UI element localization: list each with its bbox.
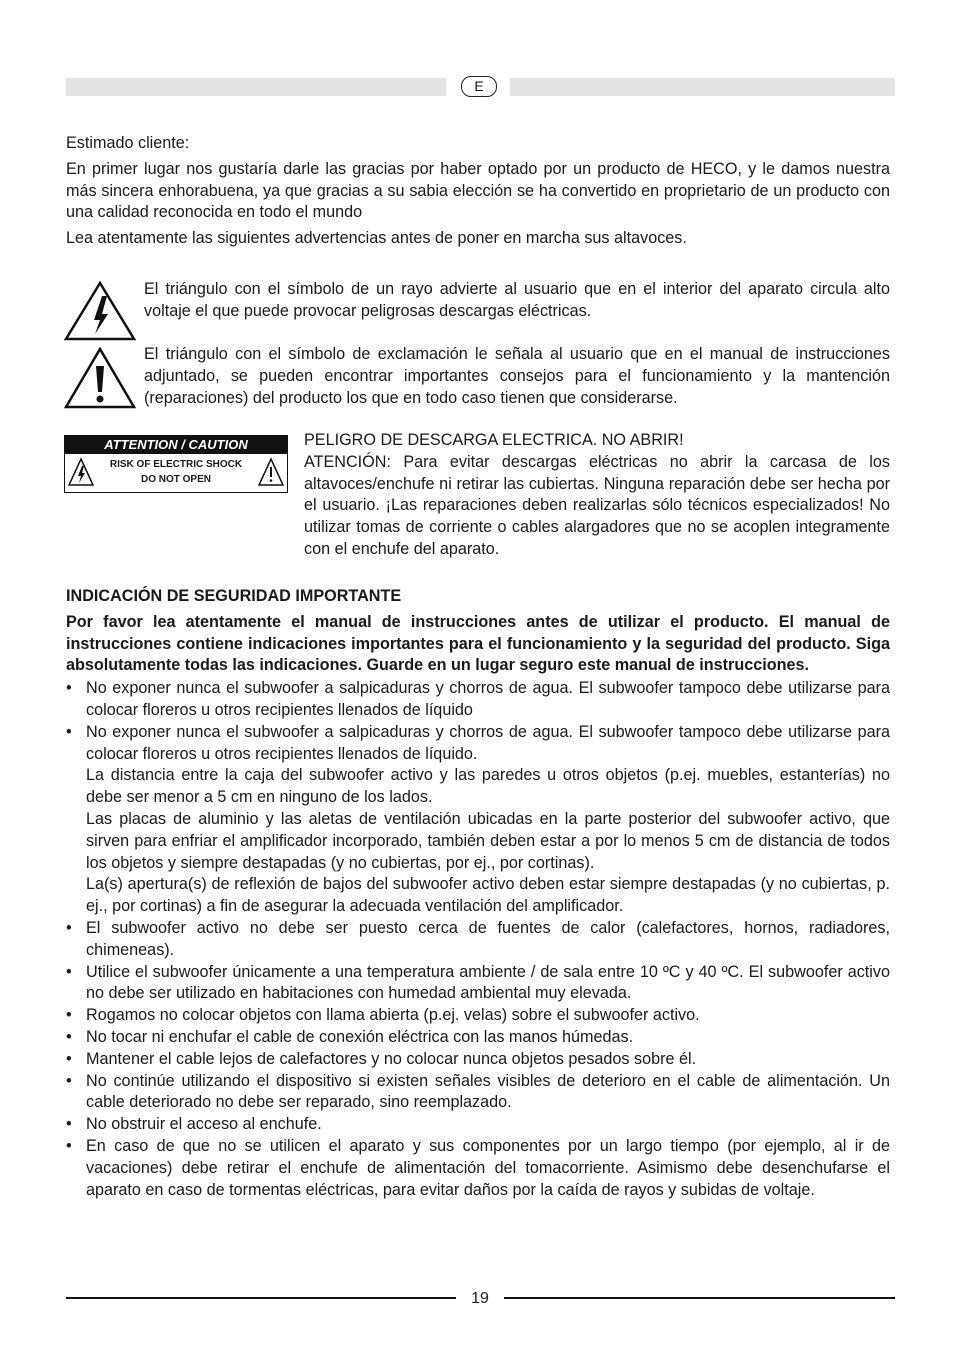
greeting: Estimado cliente: bbox=[66, 134, 190, 152]
header-bar-right bbox=[510, 78, 895, 96]
list-item: • El subwoofer activo no debe ser puesto cerca de fuentes de calor (calefactores, hornos, radiadores, chimeneas). bbox=[66, 918, 890, 962]
caution-label-title: ATTENTION / CAUTION bbox=[65, 436, 287, 454]
list-item: • No tocar ni enchufar el cable de conexión eléctrica con las manos húmedas. bbox=[66, 1027, 890, 1049]
exclamation-warning-text: El triángulo con el símbolo de exclamación le señala al usuario que en el manual de instrucciones adjuntado, se pueden encontrar importantes consejos para el funcionamiento y la mantención (reparaciones) del producto los que en todo caso tienen que considerarse. bbox=[144, 345, 890, 407]
list-item: • No continúe utilizando el dispositivo si existen señales visibles de deterioro en el cable de alimentación. Un cable deteriorado no debe ser reparado, sino reemplazado. bbox=[66, 1071, 890, 1115]
caution-heading: PELIGRO DE DESCARGA ELECTRICA. NO ABRIR! bbox=[304, 431, 684, 449]
safety-list bbox=[66, 678, 890, 1201]
safety-title: INDICACIÓN DE SEGURIDAD IMPORTANTE bbox=[66, 587, 402, 605]
lightning-triangle-icon bbox=[68, 457, 94, 487]
footer-rule-left bbox=[66, 1297, 456, 1299]
intro-paragraph: En primer lugar nos gustaría darle las gracias por haber optado por un producto de HECO, y le damos nuestra más sincera enhorabuena, ya que gracias a su sabia elección se ha convertido en proprietario de un producto con una calidad reconocida en todo el mundo bbox=[66, 159, 890, 222]
list-item: • Mantener el cable lejos de calefactores y no colocar nunca objetos pesados sobre él. bbox=[66, 1049, 890, 1071]
header-bar-left bbox=[66, 78, 446, 96]
caution-label-line2: DO NOT OPEN bbox=[140, 474, 211, 485]
lightning-triangle-icon bbox=[64, 280, 136, 342]
lightning-warning-text: El triángulo con el símbolo de un rayo advierte al usuario que en el interior del aparato circula alto voltaje el que puede provocar peligrosas descargas eléctricas. bbox=[144, 280, 890, 320]
list-item: • No obstruir el acceso al enchufe. bbox=[66, 1114, 890, 1136]
exclamation-triangle-icon bbox=[258, 457, 284, 487]
caution-label-line1: RISK OF ELECTRIC SHOCK bbox=[109, 459, 243, 470]
intro-section bbox=[66, 133, 890, 254]
list-item: • En caso de que no se utilicen el aparato y sus componentes por un largo tiempo (por ejemplo, al ir de vacaciones) debe retirar el enchufe de alimentación del tomacorriente. Asimismo debe desenchufarse el aparato en caso de tormentas eléctricas, para evitar daños por la caída de rayos y subidas de voltaje. bbox=[66, 1136, 890, 1201]
list-item: • Utilice el subwoofer únicamente a una temperatura ambiente / de sala entre 10 ºC y 40 ºC. El subwoofer activo no debe ser utilizado en habitaciones con humedad ambiental muy elevada. bbox=[66, 962, 890, 1006]
footer-rule-right bbox=[504, 1297, 895, 1299]
page-number: 19 bbox=[471, 1290, 489, 1307]
caution-body: ATENCIÓN: Para evitar descargas eléctricas no abrir la carcasa de los altavoces/enchufe ni retirar las cubiertas. Ninguna reparación debe ser hecha por el usuario. ¡Las reparaciones deben realizarlas sólo técnicos especializados! No utilizar tomas de corriente o cables alargadores que no se acoplen integramente con el enchufe del aparato. bbox=[304, 452, 890, 558]
list-item: • Rogamos no colocar objetos con llama abierta (p.ej. velas) sobre el subwoofer activo. bbox=[66, 1005, 890, 1027]
exclamation-triangle-icon bbox=[64, 346, 136, 410]
language-badge: E bbox=[461, 76, 497, 97]
caution-label bbox=[64, 435, 288, 493]
safety-intro: Por favor lea atentamente el manual de instrucciones antes de utilizar el producto. El manual de instrucciones contiene indicaciones importantes para el funcionamiento y la seguridad del producto. Siga absolutamente todas las indicaciones. Guarde en un lugar seguro este manual de instrucciones. bbox=[66, 612, 890, 675]
list-item: • No exponer nunca el subwoofer a salpicaduras y chorros de agua. El subwoofer tampoco debe utilizarse para colocar floreros u otros recipientes llenados de líquido bbox=[66, 678, 890, 722]
caution-text bbox=[304, 430, 890, 561]
intro-paragraph: Lea atentamente las siguientes advertencias antes de poner en marcha sus altavoces. bbox=[66, 229, 687, 248]
list-item: • No exponer nunca el subwoofer a salpicaduras y chorros de agua. El subwoofer tampoco debe utilizarse para colocar floreros u otros recipientes llenados de líquido. La distancia entre la caja del subwoofer activo y las paredes u otros objetos (p.ej. muebles, estanterías) no debe ser menor a 5 cm en ninguno de los lados. Las placas de aluminio y las aletas de ventilación ubicadas en la parte posterior del subwoofer activo, que sirven para enfriar el amplificador incorporado, también deben estar a por lo menos 5 cm de distancia de todos los objetos y siempre destapadas (y no cubiertas, por ej., por cortinas). La(s) apertura(s) de reflexión de bajos del subwoofer activo deben estar siempre destapadas (y no cubiertas, p. ej., por cortinas) a fin de asegurar la adecuada ventilación del amplificador. bbox=[66, 722, 890, 918]
safety-section bbox=[66, 586, 890, 1201]
